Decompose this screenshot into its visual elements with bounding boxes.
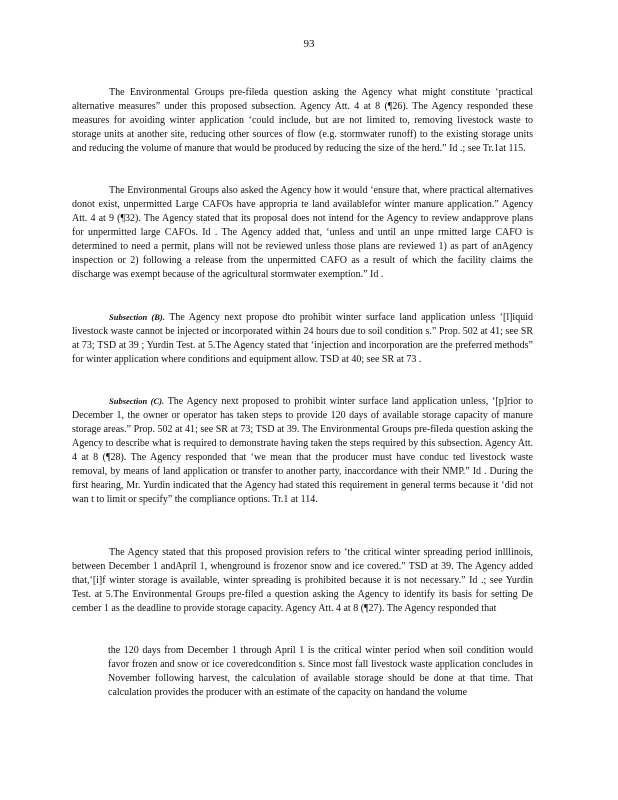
paragraph-practical-alternatives: The Environmental Groups pre-fileda question asking the Agency what might constitute ‘practical alternative measures” under this proposed subsection. Agency Att. 4 at 8 (¶26). The Agency responded these measures for avoiding winter application ‘could include, but are not limited to, removing livestock waste to storage units at another site, reducing other sources of flow (e.g. stormwater runoff) to the existing storage units and reducing the volume of manure that would be produced by reducing the size of the herd.” Id .; see Tr.1at 115. xyxy=(72,87,533,154)
paragraph-critical-winter-period: The Agency stated that this proposed provision refers to ‘the critical winter spreading period inlllinois, between December 1 andApril 1, whenground is frozenor snow and ice covered.” TSD at 39. The Agency added that,‘[i]f winter storage is available, winter spreading is prohibited because it is not necessary.” Id .; see Yurdin Test. at 5.The Environmental Groups pre-filed a question asking the Agency to identify its basis for setting De cember 1 as the deadline to provide storage capacity. Agency Att. 4 at 8 (¶27). The Agency responded that xyxy=(72,547,533,614)
page-number: 93 xyxy=(303,38,315,50)
subsection-b-heading: Subsection (B). xyxy=(109,312,165,322)
block-quote: the 120 days from December 1 through April 1 is the critical winter period when soil condition would favor frozen and snow or ice coveredcondition s. Since most fall livestock waste application concludes in November following harvest, the calculation of available storage should be done at that time. That calculation provides the producer with an estimate of the capacity on handand the volume xyxy=(108,645,533,698)
paragraph-subsection-b xyxy=(72,310,533,367)
subsection-c-heading: Subsection (C). xyxy=(109,396,165,406)
subsection-b-text: The Agency next propose dto prohibit winter surface land application unless ‘[l]iquid livestock waste cannot be injected or incorporated within 24 hours due to soil condition s.” Prop. 502 at 41; see SR at 73; TSD at 39 ; Yurdin Test. at 5.The Agency stated that ‘injection and incorporation are the preferred methods” for winter application where conditions and equipment allow. TSD at 40; see SR at 73 . xyxy=(72,312,533,365)
subsection-c-text: The Agency next proposed to prohibit winter surface land application unless, ‘[p]rior to December 1, the owner or operator has taken steps to provide 120 days of available storage capacity of manure storage areas.” Prop. 502 at 41; see SR at 73; TSD at 39. The Environmental Groups pre-fileda question asking the Agency to describe what is required to demonstrate having taken the steps required by this subsection. Agency Att. 4 at 8 (¶28). The Agency responded that ‘we mean that the producer must have conduc ted livestock waste removal, by means of land application or transfer to another party, inaccordance with their NMP.” Id . During the first hearing, Mr. Yurdin indicated that the Agency had stated this requirement in general terms because it ‘did not wan t to limit or specify” the compliance options. Tr.1 at 114. xyxy=(72,396,534,505)
paragraph-subsection-c xyxy=(72,394,533,507)
paragraph-ensure-land-available: The Environmental Groups also asked the Agency how it would ‘ensure that, where practical alternatives donot exist, unpermitted Large CAFOs have appropria te land availablefor winter manure application.” Agency Att. 4 at 9 (¶32). The Agency stated that its proposal does not intend for the Agency to review andapprove plans for unpermitted large CAFOs. Id . The Agency added that, ‘unless and until an unpe rmitted large CAFO is determined to need a permit, plans will not be reviewed unless those plans are reviewed 1) as part of anAgency inspection or 2) following a release from the unpermitted CAFO as a result of which the facility claims the discharge was exempt because of the agricultural stormwater exemption.” Id . xyxy=(72,185,533,280)
